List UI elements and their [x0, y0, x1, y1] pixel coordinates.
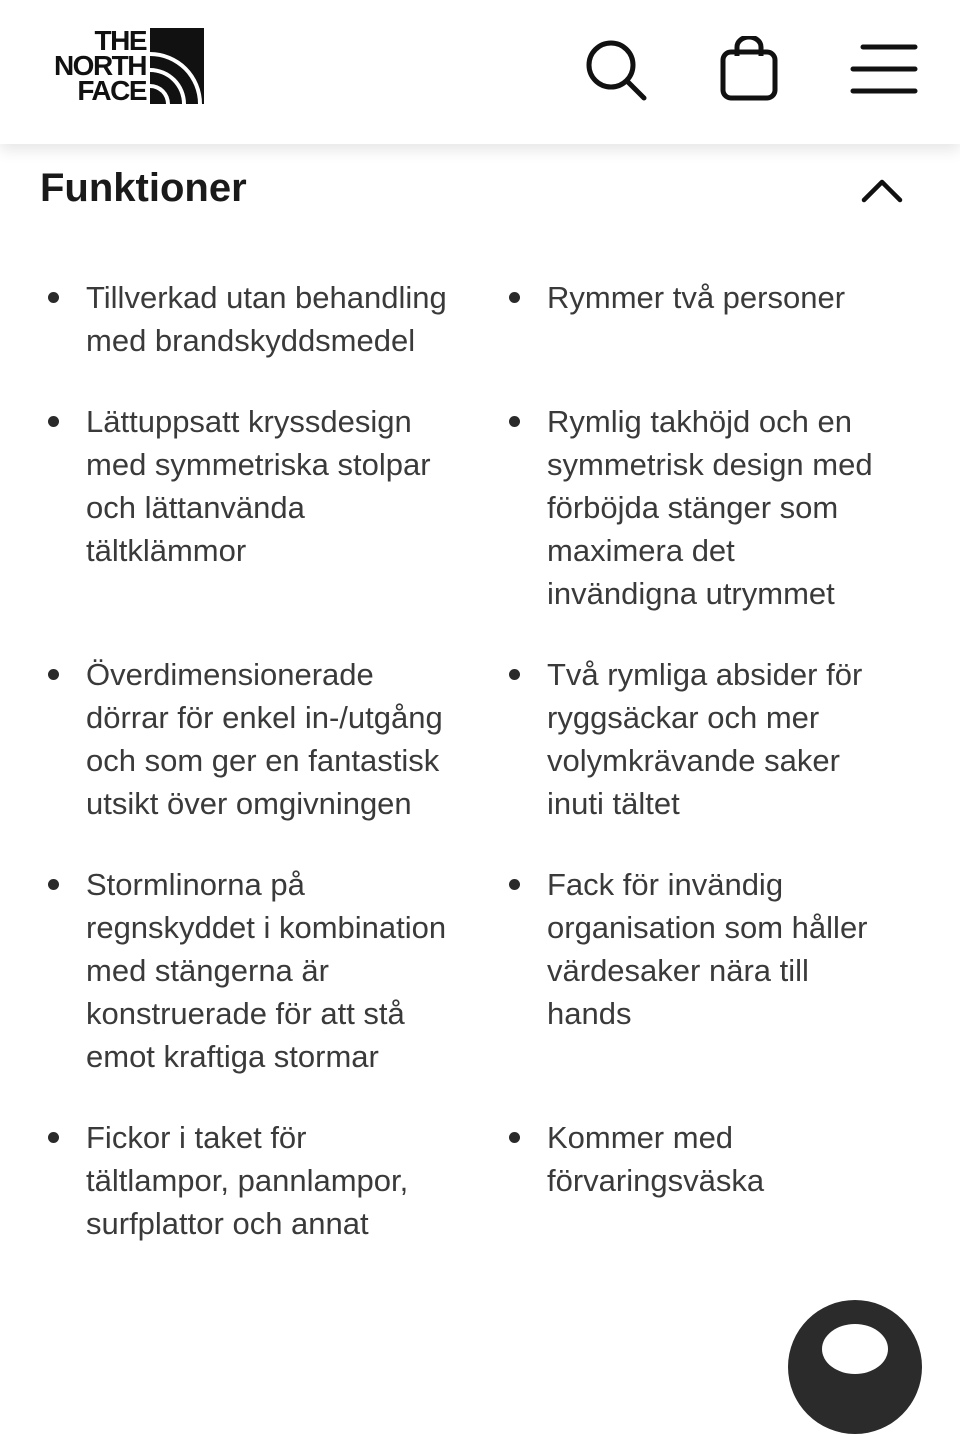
bullet-icon — [509, 669, 520, 680]
collapse-toggle[interactable] — [852, 166, 912, 214]
feature-text: Fack för invändig organisation som håller värdesaker nära till hands — [547, 867, 868, 1031]
feature-text: Stormlinorna på regnskyddet i kombination med stängerna är konstruerade för att stå emot kraftiga stormar — [86, 867, 447, 1074]
chat-bubble-icon — [822, 1324, 888, 1374]
features-row — [0, 1116, 960, 1245]
menu-button[interactable] — [848, 34, 920, 104]
hamburger-menu-icon — [849, 41, 919, 97]
list-item — [461, 863, 922, 1078]
section-title: Funktioner — [40, 166, 247, 210]
bullet-icon — [509, 879, 520, 890]
list-item — [461, 653, 922, 825]
list-item — [461, 1116, 922, 1245]
half-dome-icon — [148, 28, 206, 106]
bullet-icon — [48, 292, 59, 303]
list-item — [0, 863, 461, 1078]
list-item — [0, 276, 461, 362]
the-north-face-logo[interactable] — [36, 25, 206, 108]
bullet-icon — [48, 879, 59, 890]
logo-line-the: THE — [94, 25, 146, 56]
bullet-icon — [48, 416, 59, 427]
site-header — [0, 0, 960, 144]
features-accordion-header[interactable] — [0, 150, 960, 230]
chat-button[interactable] — [788, 1300, 922, 1434]
bullet-icon — [509, 416, 520, 427]
logo-wordmark — [36, 25, 146, 106]
search-icon — [582, 36, 648, 102]
cart-button[interactable] — [714, 34, 784, 104]
features-row — [0, 276, 960, 362]
list-item — [0, 400, 461, 615]
search-button[interactable] — [580, 34, 650, 104]
bullet-icon — [509, 1132, 520, 1143]
features-list — [0, 276, 960, 1283]
list-item — [461, 400, 922, 615]
list-item — [461, 276, 922, 362]
bullet-icon — [48, 1132, 59, 1143]
features-row — [0, 400, 960, 615]
shopping-bag-icon — [718, 36, 780, 102]
feature-text: Lättuppsatt kryssdesign med symmetriska stolpar och lättanvända tältklämmor — [86, 404, 431, 568]
feature-text: Överdimensionerade dörrar för enkel in-/utgång och som ger en fantastisk utsikt över omgivningen — [86, 657, 443, 821]
features-row — [0, 863, 960, 1078]
feature-text: Kommer med förvaringsväska — [547, 1120, 765, 1198]
logo-line-north: NORTH — [53, 50, 146, 81]
feature-text: Fickor i taket för tältlampor, pannlampor, surfplattor och annat — [86, 1120, 409, 1241]
features-row — [0, 653, 960, 825]
bullet-icon — [48, 669, 59, 680]
logo-line-face: FACE — [77, 75, 146, 106]
chevron-up-icon — [860, 176, 904, 204]
feature-text: Tillverkad utan behandling med brandskyddsmedel — [86, 280, 447, 358]
list-item — [0, 653, 461, 825]
bullet-icon — [509, 292, 520, 303]
feature-text: Två rymliga absider för ryggsäckar och mer volymkrävande saker inuti tältet — [547, 657, 863, 821]
list-item — [0, 1116, 461, 1245]
feature-text: Rymlig takhöjd och en symmetrisk design med förböjda stänger som maximera det invändigna utrymmet — [547, 404, 873, 611]
feature-text: Rymmer två personer — [547, 280, 846, 315]
